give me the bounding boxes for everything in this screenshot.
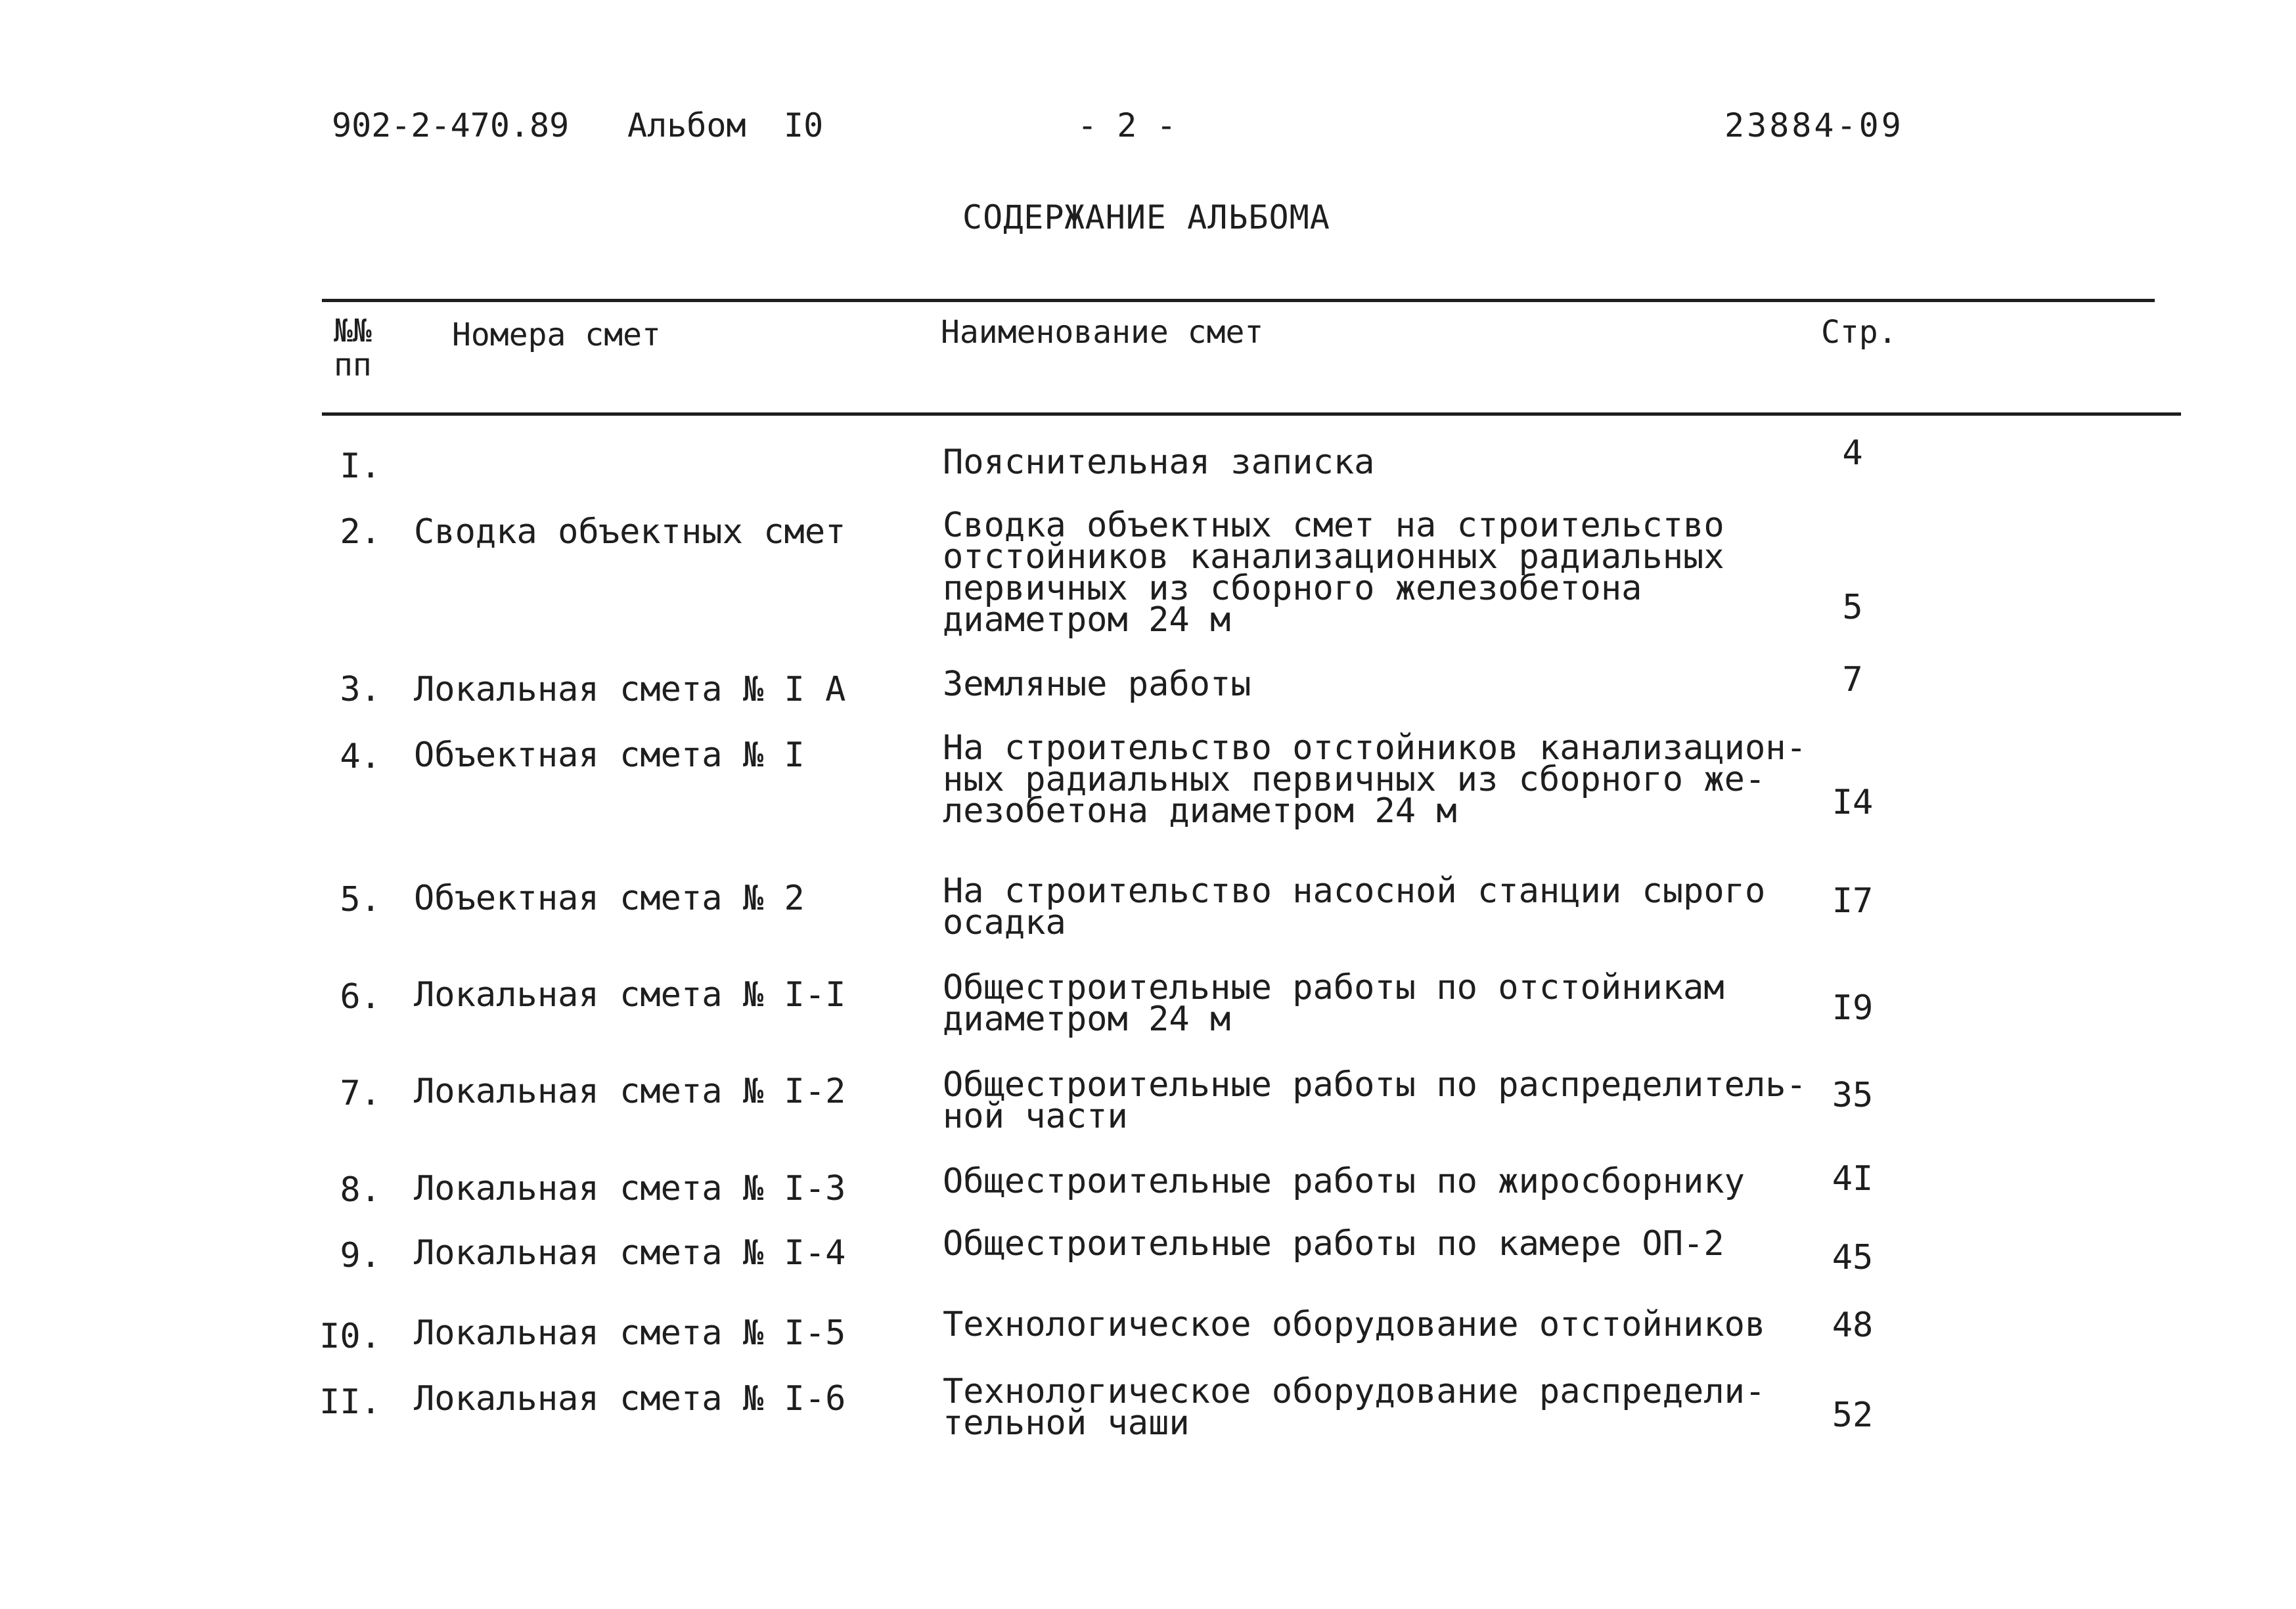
column-header-code: Номера смет: [452, 317, 661, 353]
estimate-code: Объектная смета № 2: [414, 879, 805, 918]
row-number: 8.: [340, 1170, 381, 1210]
row-number: 5.: [340, 880, 381, 919]
estimate-name: Технологическое оборудование распредели- тельной чаши: [943, 1372, 1766, 1443]
page-ref: I9: [1832, 988, 1874, 1028]
estimate-code: Локальная смета № I-4: [414, 1233, 846, 1273]
doc-code: 902-2-470.89: [332, 106, 570, 144]
row-number: I.: [340, 447, 381, 486]
estimate-code: Локальная смета № I-2: [414, 1072, 846, 1111]
page-ref: 5: [1842, 588, 1863, 627]
row-number: II.: [319, 1382, 381, 1422]
table-header-rule: [322, 412, 2181, 416]
table-top-rule: [322, 299, 2155, 302]
row-number: 9.: [340, 1236, 381, 1275]
estimate-code: Объектная смета № I: [414, 736, 805, 775]
estimate-code: Локальная смета № I-I: [414, 975, 846, 1015]
estimate-name: Общестроительные работы по отстойникам диаметром 24 м: [943, 968, 1724, 1039]
page-ref: 48: [1832, 1306, 1874, 1345]
estimate-name: На строительство насосной станции сырого осадка: [943, 871, 1766, 942]
row-number: 2.: [340, 512, 381, 552]
estimate-name: Общестроительные работы по распределитель- ной части: [943, 1065, 1807, 1136]
page-ref: I7: [1832, 881, 1874, 921]
page-ref: 52: [1832, 1396, 1874, 1435]
estimate-name: Земляные работы: [943, 665, 1251, 704]
page-ref: 4I: [1832, 1159, 1874, 1199]
estimate-name: Технологическое оборудование отстойников: [943, 1305, 1766, 1344]
column-header-name: Наименование смет: [941, 314, 1264, 351]
archive-number: 23884-09: [1724, 106, 1904, 144]
page-ref: 4: [1842, 433, 1863, 473]
column-header-num-line2: пп: [334, 347, 372, 384]
estimate-name: На строительство отстойников канализацион- ных радиальных первичных из сборного же- лезобетона диаметром 24 м: [943, 728, 1807, 831]
estimate-code: Локальная смета № I-6: [414, 1379, 846, 1419]
row-number: I0.: [319, 1317, 381, 1356]
estimate-code: Локальная смета № I А: [414, 670, 846, 709]
page-ref: I4: [1832, 783, 1874, 822]
estimate-code: Локальная смета № I-5: [414, 1313, 846, 1353]
page-ref: 7: [1842, 660, 1863, 699]
row-number: 4.: [340, 737, 381, 776]
row-number: 6.: [340, 977, 381, 1017]
page-number: - 2 -: [1077, 106, 1177, 144]
row-number: 3.: [340, 670, 381, 709]
column-header-num-line1: №№: [334, 313, 372, 349]
estimate-name: Общестроительные работы по камере ОП-2: [943, 1224, 1724, 1264]
page-ref: 45: [1832, 1238, 1874, 1277]
page-ref: 35: [1832, 1076, 1874, 1115]
page-title: СОДЕРЖАНИЕ АЛЬБОМА: [962, 198, 1330, 236]
estimate-name: Общестроительные работы по жиросборнику: [943, 1162, 1745, 1201]
estimate-name: Сводка объектных смет на строительство отстойников канализационных радиальных первичных из сборного железобетона диаметром 24 м: [943, 506, 1724, 640]
album-number: I0: [784, 106, 824, 144]
row-number: 7.: [340, 1074, 381, 1113]
column-header-page: Стр.: [1821, 314, 1897, 351]
album-label: Альбом: [627, 106, 746, 144]
estimate-code: Локальная смета № I-3: [414, 1169, 846, 1208]
estimate-name: Пояснительная записка: [943, 443, 1375, 482]
column-header-num: [334, 314, 372, 382]
estimate-code: Сводка объектных смет: [414, 512, 846, 552]
